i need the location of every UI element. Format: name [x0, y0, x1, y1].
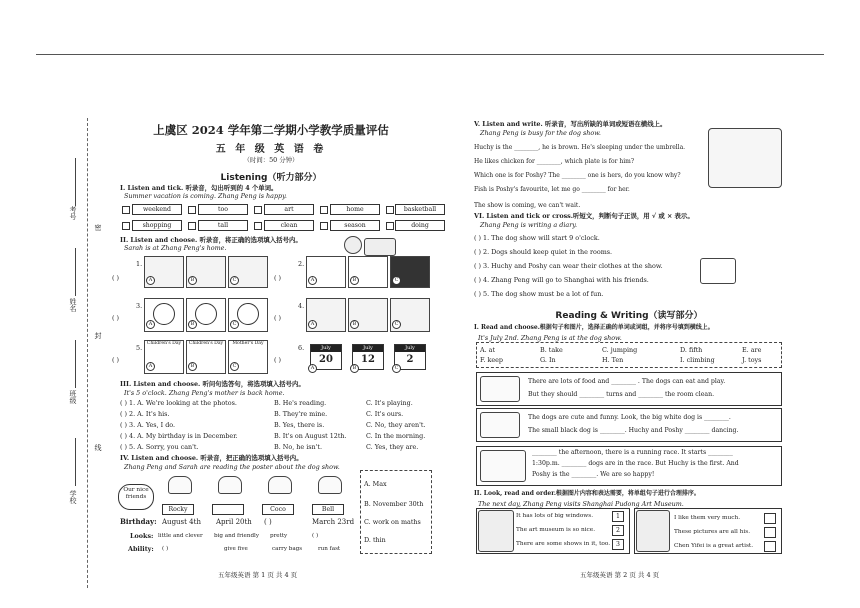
dog-name: Coco — [262, 504, 294, 515]
box3-line[interactable]: 1:30p.m. ________ dogs are in the race. But Huchy is the first. And — [532, 460, 739, 467]
s3-question[interactable]: ( ) 2. A. It's his. — [120, 410, 170, 418]
option-b: B — [188, 362, 197, 371]
q-number: 6. — [298, 344, 305, 352]
s3-question[interactable]: ( ) 5. A. Sorry, you can't. — [120, 443, 199, 451]
podium-icon — [480, 450, 526, 482]
order-sentence: There are some shows in it, too. — [516, 541, 611, 547]
s2-title: II. Listen and choose. 听录音，将正确的选项填入括号内。 — [120, 236, 302, 244]
order-number: 2 — [612, 525, 624, 536]
box1-line[interactable]: But they should ________ turns and ________ the room clean. — [528, 391, 715, 398]
dog-icon — [218, 476, 242, 494]
word-option: E. are — [742, 346, 762, 354]
q-paren[interactable]: ( ) — [112, 356, 120, 364]
word-box: art — [264, 204, 314, 215]
xingming-field[interactable] — [75, 248, 76, 296]
s3-option-c: C. It's playing. — [366, 399, 413, 407]
option-b: B — [350, 276, 359, 285]
q-paren[interactable]: ( ) — [274, 356, 282, 364]
seal-xian: 线 — [94, 444, 102, 451]
q-number: 5. — [136, 344, 143, 352]
ability-value: give five — [224, 546, 248, 552]
dog-icon — [318, 476, 342, 494]
calendar-date: 20 — [319, 354, 333, 365]
option-b: B — [188, 320, 197, 329]
option-a: A — [308, 364, 317, 373]
option-a: A — [146, 276, 155, 285]
s6-row[interactable]: ( ) 4. Zhang Peng will go to Shanghai with his friends. — [474, 276, 649, 284]
seal-mi: 密 — [94, 224, 102, 231]
clock-icon — [195, 303, 217, 325]
option-c: C — [230, 362, 239, 371]
s3-option-c: C. Yes, they are. — [366, 443, 419, 451]
option-c: C — [392, 320, 401, 329]
tick-box[interactable] — [188, 206, 196, 214]
s6-title: VI. Listen and tick or cross.听短文，判断句子正误，用 √ 或 × 表示。 — [474, 212, 694, 220]
word-box: clean — [264, 220, 314, 231]
word-option: I. climbing — [680, 356, 715, 364]
box2-line[interactable]: The small black dog is ________. Huchy and Poshy ________ dancing. — [528, 427, 739, 434]
option-item: A. Max — [364, 480, 387, 488]
s5-title: V. Listen and write. 听录音，写出所缺的单词或短语在横线上。 — [474, 120, 667, 128]
clock-icon — [237, 303, 259, 325]
option-c: C — [392, 276, 401, 285]
sofa-icon — [364, 238, 396, 256]
holiday-label: Mother's Day — [232, 341, 264, 346]
word-box: too — [198, 204, 248, 215]
option-c: C — [230, 276, 239, 285]
xuexiao-field[interactable] — [75, 438, 76, 486]
order-answer-box[interactable] — [764, 513, 776, 524]
order-number: 3 — [612, 539, 624, 550]
page-footer: 五年级英语 第 1 页 共 4 页 — [218, 571, 298, 579]
option-a: A — [308, 276, 317, 285]
dog-name: Rocky — [162, 504, 194, 515]
option-a: A — [146, 362, 155, 371]
r2-sub: The next day, Zhang Peng visits Shanghai Pudong Art Museum. — [478, 500, 684, 508]
kaohao-field[interactable] — [75, 158, 76, 206]
s5-line[interactable]: Huchy is the ________, he is brown. He's sleeping under the umbrella. — [474, 144, 686, 151]
ability-label: Ability: — [128, 545, 154, 553]
tick-box[interactable] — [386, 222, 394, 230]
s1-sub: Summer vacation is coming. Zhang Peng is happy. — [124, 192, 287, 200]
birthday-value: April 20th — [216, 518, 252, 526]
s6-sub: Zhang Peng is writing a diary. — [480, 221, 578, 229]
s3-option-b: B. No, he isn't. — [274, 443, 322, 451]
exam-title: 上虞区 2024 学年第二学期小学教学质量评估 — [153, 123, 389, 137]
s3-option-b: B. They're mine. — [274, 410, 328, 418]
holiday-label: Children's Day — [188, 341, 224, 346]
s5-line[interactable]: He likes chicken for ________, which plate is for him? — [474, 158, 635, 165]
word-box: shopping — [132, 220, 182, 231]
calendar-month: July — [395, 345, 425, 352]
top-rule — [36, 54, 824, 55]
s6-row[interactable]: ( ) 2. Dogs should keep quiet in the rooms. — [474, 248, 613, 256]
tick-box[interactable] — [320, 206, 328, 214]
q-paren[interactable]: ( ) — [112, 274, 120, 282]
ability-value: carry bags — [272, 546, 303, 552]
s3-option-c: C. In the morning. — [366, 432, 426, 440]
ability-value: run fast — [318, 546, 341, 552]
box1-line[interactable]: There are lots of food and ________ . The dogs can eat and play. — [528, 378, 726, 385]
r1-sub: It's July 2nd. Zhang Peng is at the dog show. — [478, 334, 622, 342]
birthday-value: August 4th — [162, 518, 201, 526]
exam-time: （时间：50 分钟） — [243, 156, 299, 164]
s2-sub: Sarah is at Zhang Peng's home. — [124, 244, 227, 252]
tick-box[interactable] — [386, 206, 394, 214]
box2-line[interactable]: The dogs are cute and funny. Look, the big white dog is ________. — [528, 414, 731, 421]
calendar-date: 2 — [406, 354, 414, 365]
banji-field[interactable] — [75, 340, 76, 388]
word-box: home — [330, 204, 380, 215]
q-paren[interactable]: ( ) — [112, 314, 120, 322]
word-option: C. jumping — [602, 346, 638, 354]
q-number: 4. — [298, 302, 305, 310]
tick-box[interactable] — [254, 206, 262, 214]
xuexiao-label: 学校 — [69, 490, 77, 504]
holiday-label: Children's Day — [146, 341, 182, 346]
painting-icon — [636, 510, 670, 552]
calendar-month: July — [353, 345, 383, 352]
q-number: 1. — [136, 260, 143, 268]
option-c: C — [230, 320, 239, 329]
s3-option-c: C. No, they aren't. — [366, 421, 426, 429]
word-box: weekend — [132, 204, 182, 215]
order-sentence: The art museum is so nice. — [516, 527, 596, 533]
banji-label: 班级 — [69, 390, 77, 404]
option-a: A — [146, 320, 155, 329]
word-box: tall — [198, 220, 248, 231]
s5-sub: Zhang Peng is busy for the dog show. — [480, 129, 601, 137]
order-number: 1 — [612, 511, 624, 522]
option-item: C. work on maths — [364, 518, 421, 526]
option-item: D. thin — [364, 536, 386, 544]
s5-line[interactable]: Fish is Poshy's favourite, let me go ________ for her. — [474, 186, 630, 193]
kaohao-label: 考号 — [69, 206, 77, 220]
word-option: D. fifth — [680, 346, 703, 354]
looks-value: pretty — [270, 533, 288, 539]
s3-question[interactable]: ( ) 1. A. We're looking at the photos. — [120, 399, 237, 407]
word-option: A. at — [480, 346, 496, 354]
word-box: doing — [395, 220, 445, 231]
tick-box[interactable] — [254, 222, 262, 230]
word-option: H. Ten — [602, 356, 624, 364]
s3-option-c: C. It's ours. — [366, 410, 404, 418]
dogs-eating-icon — [480, 376, 520, 402]
s3-sub: It's 5 o'clock. Zhang Peng's mother is back home. — [124, 389, 285, 397]
word-option: B. take — [540, 346, 563, 354]
option-c: C — [392, 364, 401, 373]
option-a: A — [308, 320, 317, 329]
xingming-label: 姓名 — [69, 298, 77, 312]
r2-title: II. Look, read and order.根据图片内容和表达需要，将单组句子进行合理排序。 — [474, 490, 700, 497]
umbrella-dogs-icon — [708, 128, 782, 188]
s3-question[interactable]: ( ) 3. A. Yes, I do. — [120, 421, 176, 429]
word-option: F. keep — [480, 356, 504, 364]
seal-line — [87, 118, 88, 588]
box3-line[interactable]: ________ the afternoon, there is a running race. It starts ________ — [532, 449, 733, 456]
s1-title: I. Listen and tick. 听录音，勾出听到的 4 个单词。 — [120, 184, 278, 192]
s3-title: III. Listen and choose. 听问句选答句，将选项填入括号内。 — [120, 380, 305, 388]
birthday-value: March 23rd — [312, 518, 355, 526]
looks-value[interactable]: ( ) — [312, 533, 319, 539]
option-b: B — [350, 320, 359, 329]
looks-label: Looks: — [130, 532, 154, 540]
option-b: B — [188, 276, 197, 285]
s3-question[interactable]: ( ) 4. A. My birthday is in December. — [120, 432, 238, 440]
s6-row[interactable]: ( ) 5. The dog show must be a lot of fun. — [474, 290, 604, 298]
r1-title: I. Read and choose.根据句子和图片，选择正确的单词或词组，并将序号填到横线上。 — [474, 324, 714, 331]
order-sentence: It has lots of big windows. — [516, 513, 594, 519]
dog-icon — [168, 476, 192, 494]
birthday-value[interactable]: ( ) — [264, 518, 272, 526]
page-footer: 五年级英语 第 2 页 共 4 页 — [580, 571, 660, 579]
sarah-icon — [344, 236, 362, 254]
tick-box[interactable] — [188, 222, 196, 230]
s4-title: IV. Listen and choose. 听录音，把正确的选项填入括号内。 — [120, 454, 303, 462]
word-box: season — [330, 220, 380, 231]
dogs-playing-icon — [480, 412, 520, 438]
s3-option-b: B. It's on August 12th. — [274, 432, 347, 440]
listening-heading: Listening（听力部分） — [220, 173, 322, 183]
binding-strip — [60, 118, 102, 588]
s3-option-b: B. He's reading. — [274, 399, 327, 407]
s5-line: The show is coming, we can't wait. — [474, 202, 581, 209]
s3-option-b: B. Yes, there is. — [274, 421, 325, 429]
page-1 — [98, 118, 444, 588]
order-sentence: I like them very much. — [674, 515, 741, 521]
option-item: B. November 30th — [364, 500, 424, 508]
s5-line[interactable]: Which one is for Poshy? The ________ one is hers, do you know why? — [474, 172, 681, 179]
ability-value[interactable]: ( ) — [162, 546, 169, 552]
dog-icon — [268, 476, 292, 494]
s6-row[interactable]: ( ) 1. The dog show will start 9 o'clock. — [474, 234, 600, 242]
tick-box[interactable] — [122, 206, 130, 214]
s6-row[interactable]: ( ) 3. Huchy and Poshy can wear their clothes at the show. — [474, 262, 663, 270]
looks-value: little and clever — [158, 533, 203, 539]
tick-box[interactable] — [122, 222, 130, 230]
reading-writing-heading: Reading & Writing（读写部分） — [555, 311, 703, 321]
order-answer-box[interactable] — [764, 527, 776, 538]
word-option: G. In — [540, 356, 556, 364]
page-2 — [470, 118, 788, 588]
order-sentence: Chen Yifei is a great artist. — [674, 543, 754, 549]
word-option: J. toys — [742, 356, 762, 364]
seal-feng: 封 — [94, 332, 102, 339]
speech-bubble: Our nice friends — [118, 484, 154, 510]
calendar-date: 12 — [361, 354, 375, 365]
calendar-month: July — [311, 345, 341, 352]
q-paren[interactable]: ( ) — [274, 274, 282, 282]
exam-subtitle: 五 年 级 英 语 卷 — [215, 144, 327, 155]
dog-name: Bell — [312, 504, 344, 515]
q-paren[interactable]: ( ) — [274, 314, 282, 322]
q-number: 3. — [136, 302, 143, 310]
s4-sub: Zhang Peng and Sarah are reading the poster about the dog show. — [124, 463, 340, 471]
clock-icon — [153, 303, 175, 325]
order-answer-box[interactable] — [764, 541, 776, 552]
word-box: basketball — [395, 204, 445, 215]
book-icon — [700, 258, 736, 284]
box3-line[interactable]: Poshy is the ________. We are so happy! — [532, 471, 655, 478]
tick-box[interactable] — [320, 222, 328, 230]
looks-value: big and friendly — [214, 533, 260, 539]
birthday-label: Birthday: — [120, 517, 157, 526]
q-number: 2. — [298, 260, 305, 268]
museum-icon — [478, 510, 514, 552]
order-sentence: These pictures are all his. — [674, 529, 751, 535]
option-b: B — [350, 364, 359, 373]
dog-name[interactable] — [212, 504, 244, 515]
